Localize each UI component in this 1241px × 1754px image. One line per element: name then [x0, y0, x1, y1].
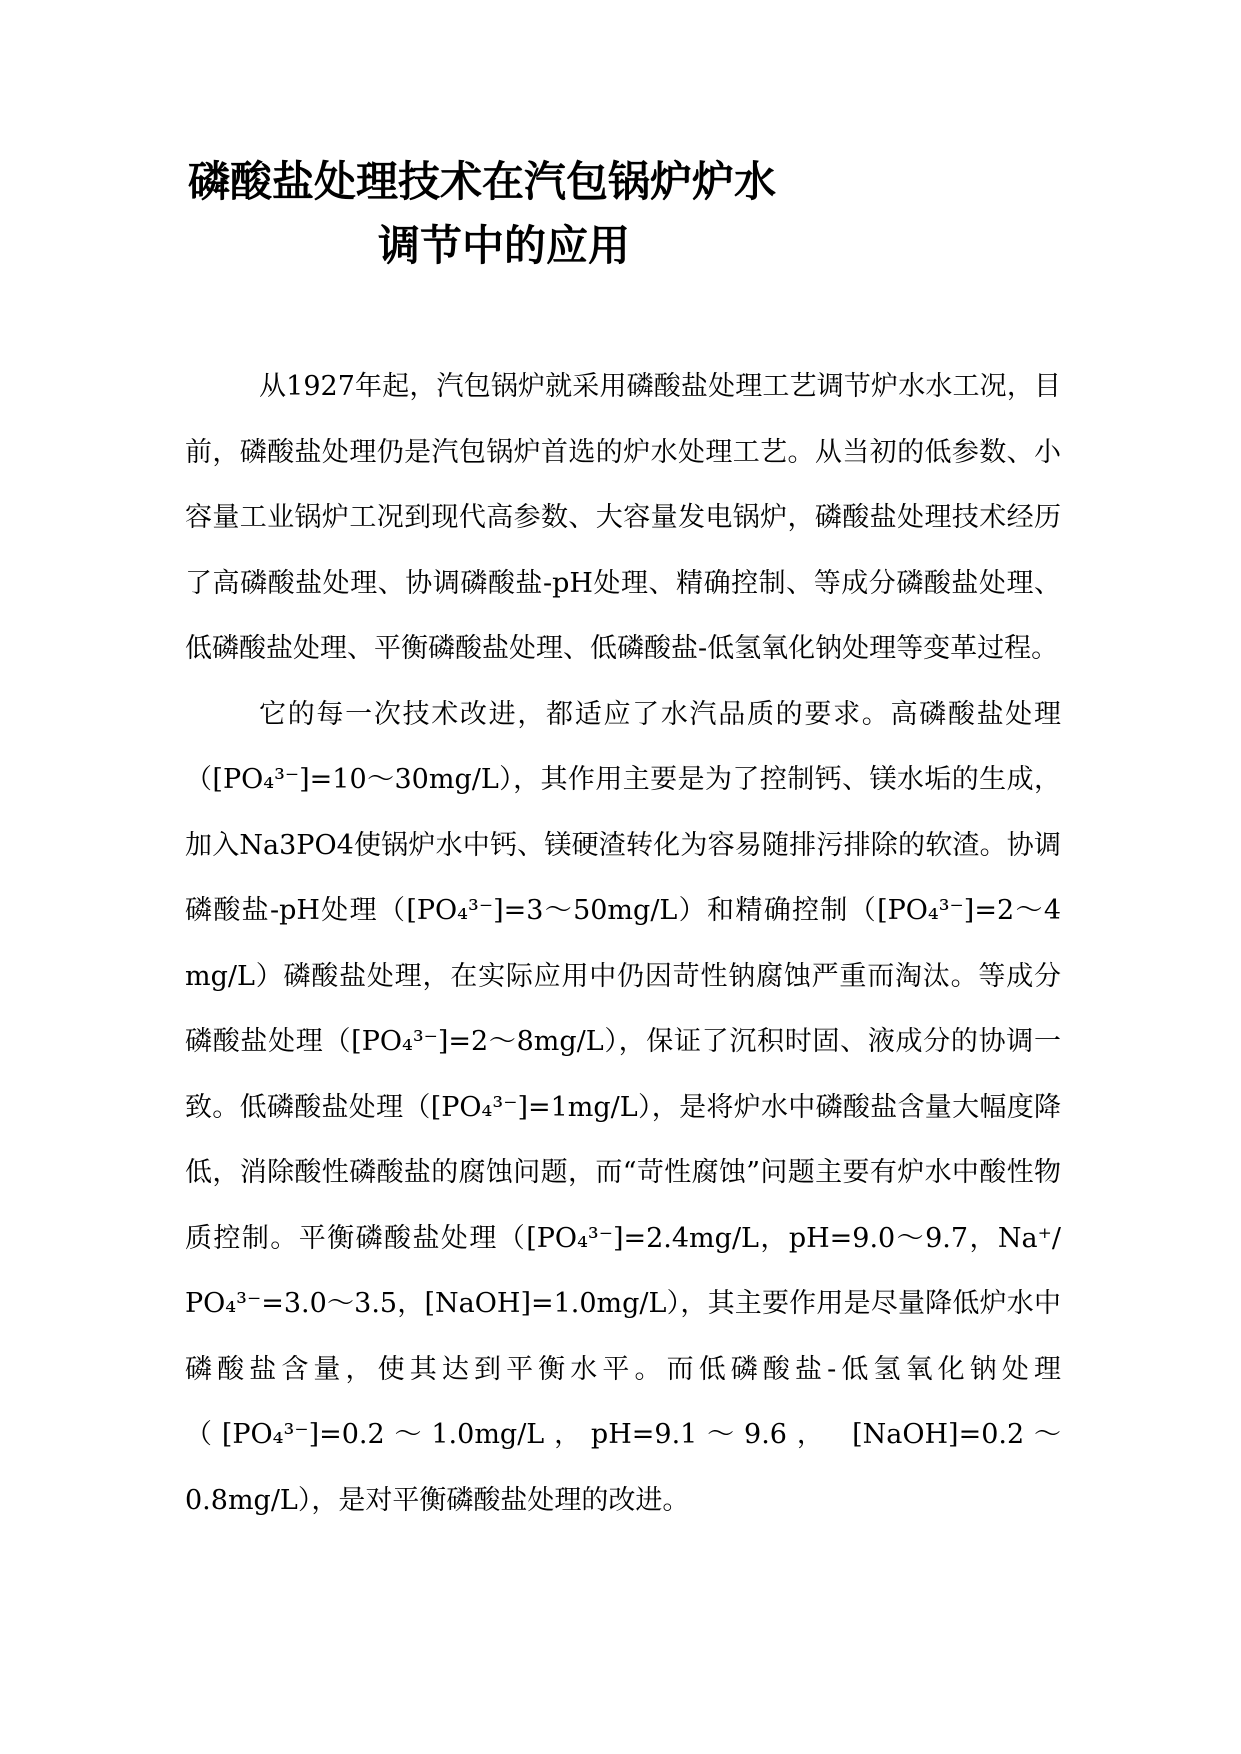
paragraph-improvements: 它的每一次技术改进，都适应了水汽品质的要求。高磷酸盐处理（[PO₄³⁻]=10～30mg/L），其作用主要是为了控制钙、镁水垢的生成，加入Na3PO4使锅炉水中钙、镁硬渣转化为容易随排污排除的软渣。协调磷酸盐-pH处理（[PO₄³⁻]=3～50mg/L）和精确控制（[PO₄³⁻]=2～4 mg/L）磷酸盐处理，在实际应用中仍因苛性钠腐蚀严重而淘汰。等成分磷酸盐处理（[PO₄³⁻]=2～8mg/L），保证了沉积时固、液成分的协调一致。低磷酸盐处理（[PO₄³⁻]=1mg/L），是将炉水中磷酸盐含量大幅度降低，消除酸性磷酸盐的腐蚀问题，而“苛性腐蚀”问题主要有炉水中酸性物质控制。平衡磷酸盐处理（[PO₄³⁻]=2.4mg/L，pH=9.0～9.7，Na⁺/ PO₄³⁻=3.0～3.5，[NaOH]=1.0mg/L），其主要作用是尽量降低炉水中磷酸盐含量，使其达到平衡水平。而低磷酸盐-低氢氧化钠处理（[PO₄³⁻]=0.2～1.0mg/L，pH=9.1～9.6， [NaOH]=0.2～0.8mg/L），是对平衡磷酸盐处理的改进。	[185, 698, 1061, 1516]
title-line-1: 磷酸盐处理技术在汽包锅炉炉水	[188, 157, 777, 206]
document-title	[188, 150, 1068, 278]
title-line-2: 调节中的应用	[378, 221, 631, 270]
paragraph-history: 从1927年起，汽包锅炉就采用磷酸盐处理工艺调节炉水水工况，目前，磷酸盐处理仍是汽包锅炉首选的炉水处理工艺。从当初的低参数、小容量工业锅炉工况到现代高参数、大容量发电锅炉，磷酸盐处理技术经历了高磷酸盐处理、协调磷酸盐-pH处理、精确控制、等成分磷酸盐处理、低磷酸盐处理、平衡磷酸盐处理、低磷酸盐-低氢氧化钠处理等变革过程。	[185, 371, 1061, 664]
document-body	[185, 354, 1061, 1533]
